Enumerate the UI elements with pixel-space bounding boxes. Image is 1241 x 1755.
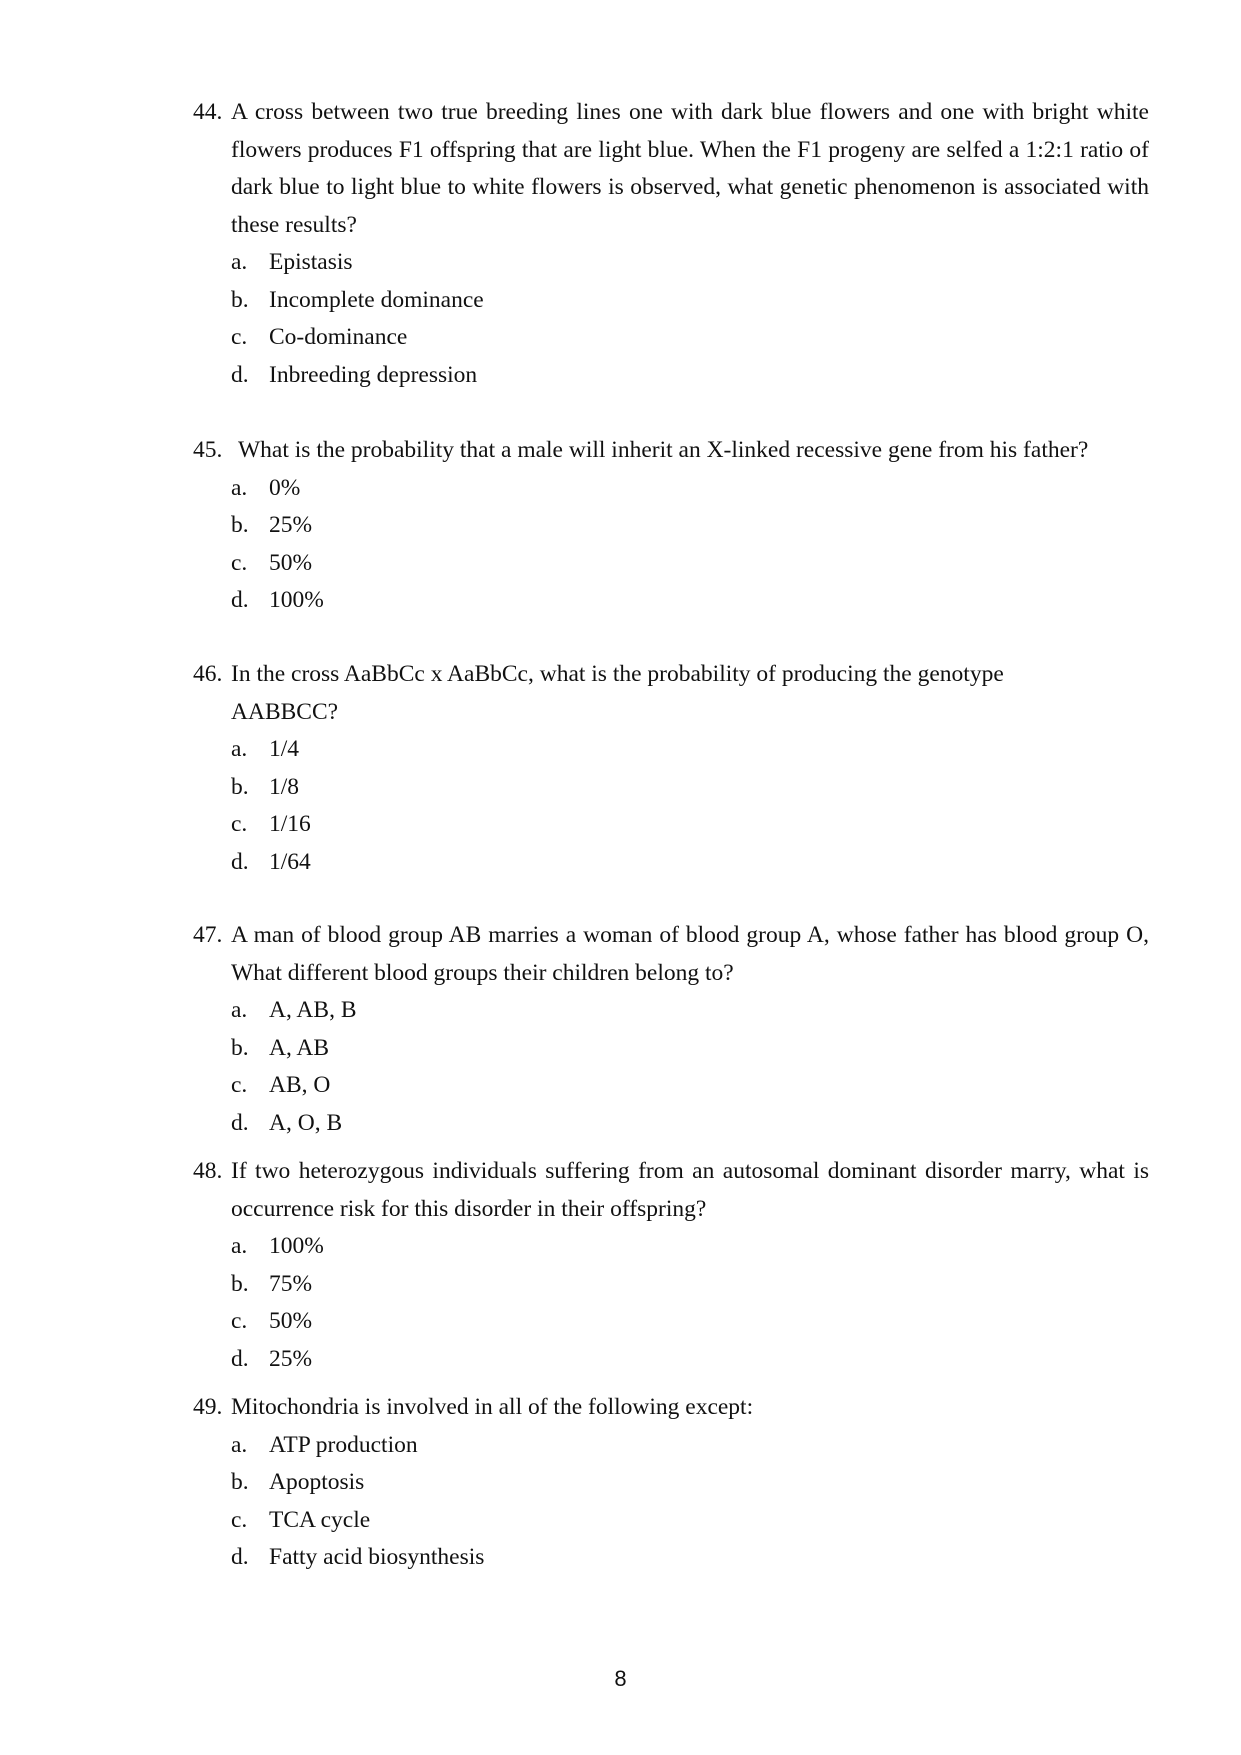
question-44 [193,94,1149,394]
answer-options [193,992,1149,1142]
option-b [193,507,1149,545]
question-stem [193,1389,1149,1427]
option-letter: d. [231,1345,249,1372]
option-c [193,806,1149,844]
question-text: What is the probability that a male will inherit an X-linked recessive gene from his father? [238,437,1089,463]
option-text: 50% [269,1308,313,1334]
option-text: 1/16 [269,811,311,837]
option-c [193,1502,1149,1540]
option-text: A, AB [269,1034,330,1061]
option-letter: c. [231,811,248,837]
option-text: AB, O [269,1072,331,1098]
answer-options [193,244,1149,394]
option-b [193,769,1149,807]
answer-options [193,470,1149,620]
option-d [193,844,1149,882]
option-b [193,1464,1149,1502]
option-letter: b. [231,512,249,538]
question-49 [193,1389,1149,1577]
option-text: 1/8 [269,773,300,800]
answer-options [193,1427,1149,1577]
option-c [193,319,1149,357]
option-c [193,545,1149,583]
option-text: 1/4 [269,736,300,762]
option-letter: b. [231,1270,249,1297]
option-letter: c. [231,1072,248,1098]
option-text: A, O, B [269,1109,343,1136]
option-letter: b. [231,1469,249,1495]
option-b [193,282,1149,320]
question-stem [193,1153,1149,1228]
question-number: 46. [193,661,223,687]
option-d [193,582,1149,620]
option-a [193,731,1149,769]
question-number: 47. [193,922,223,948]
option-letter: d. [231,1109,249,1136]
option-text: 0% [269,474,301,501]
question-46 [193,656,1149,881]
option-letter: a. [231,1233,248,1259]
question-45 [193,432,1149,620]
option-text: A, AB, B [269,997,357,1023]
option-text: TCA cycle [269,1506,371,1533]
answer-options [193,1228,1149,1378]
option-text: 25% [269,512,313,538]
option-text: ATP production [269,1431,418,1458]
question-48 [193,1153,1149,1378]
option-letter: d. [231,587,249,613]
option-b [193,1266,1149,1304]
option-a [193,244,1149,282]
option-letter: a. [231,736,248,762]
option-a [193,1228,1149,1266]
option-text: 75% [269,1270,313,1297]
option-a [193,470,1149,508]
option-text: 100% [269,1233,324,1259]
option-letter: b. [231,1034,249,1061]
option-letter: c. [231,549,248,576]
question-number: 48. [193,1158,223,1184]
option-text: 1/64 [269,848,311,875]
option-text: Co-dominance [269,324,408,350]
question-47 [193,917,1149,1142]
option-d [193,1105,1149,1143]
option-letter: d. [231,1544,249,1570]
question-number: 44. [193,99,223,125]
option-c [193,1303,1149,1341]
option-letter: b. [231,286,249,313]
option-text: 25% [269,1345,313,1372]
option-text: Apoptosis [269,1469,365,1495]
option-letter: b. [231,773,249,800]
option-text: 50% [269,549,313,576]
question-stem [193,917,1149,992]
option-text: Incomplete dominance [269,286,484,313]
option-text: Inbreeding depression [269,361,478,388]
option-letter: a. [231,474,248,501]
question-text: In the cross AaBbCc x AaBbCc, what is the probability of producing the genotype AABBCC? [231,661,1004,725]
option-letter: a. [231,997,248,1023]
option-text: Epistasis [269,249,353,275]
option-letter: d. [231,361,249,388]
page-number: 8 [614,1666,627,1691]
question-number: 45. [193,437,223,463]
question-stem [193,656,1149,731]
option-text: 100% [269,587,324,613]
option-d [193,357,1149,395]
option-letter: c. [231,1506,248,1533]
answer-options [193,731,1149,881]
question-text: If two heterozygous individuals suffering from an autosomal dominant disorder marry, what is occurrence risk for this disorder in their offspring? [231,1158,1149,1222]
question-number: 49. [193,1394,223,1420]
option-letter: d. [231,848,249,875]
option-d [193,1539,1149,1577]
option-letter: a. [231,249,248,275]
question-stem [193,432,1149,470]
option-letter: a. [231,1431,248,1458]
option-d [193,1341,1149,1379]
question-text: A man of blood group AB marries a woman of blood group A, whose father has blood group O, What different blood groups their children belong to? [231,922,1149,986]
option-c [193,1067,1149,1105]
question-stem [193,94,1149,244]
option-letter: c. [231,1308,248,1334]
question-text: Mitochondria is involved in all of the following except: [231,1394,754,1420]
question-text: A cross between two true breeding lines one with dark blue flowers and one with bright white flowers produces F1 offspring that are light blue. When the F1 progeny are selfed a 1:2:1 ratio of dark blue to light blue to white flowers is observed, what genetic phenomenon is associated with these results? [231,99,1149,238]
option-letter: c. [231,324,248,350]
option-text: Fatty acid biosynthesis [269,1544,485,1570]
option-b [193,1030,1149,1068]
option-a [193,1427,1149,1465]
option-a [193,992,1149,1030]
